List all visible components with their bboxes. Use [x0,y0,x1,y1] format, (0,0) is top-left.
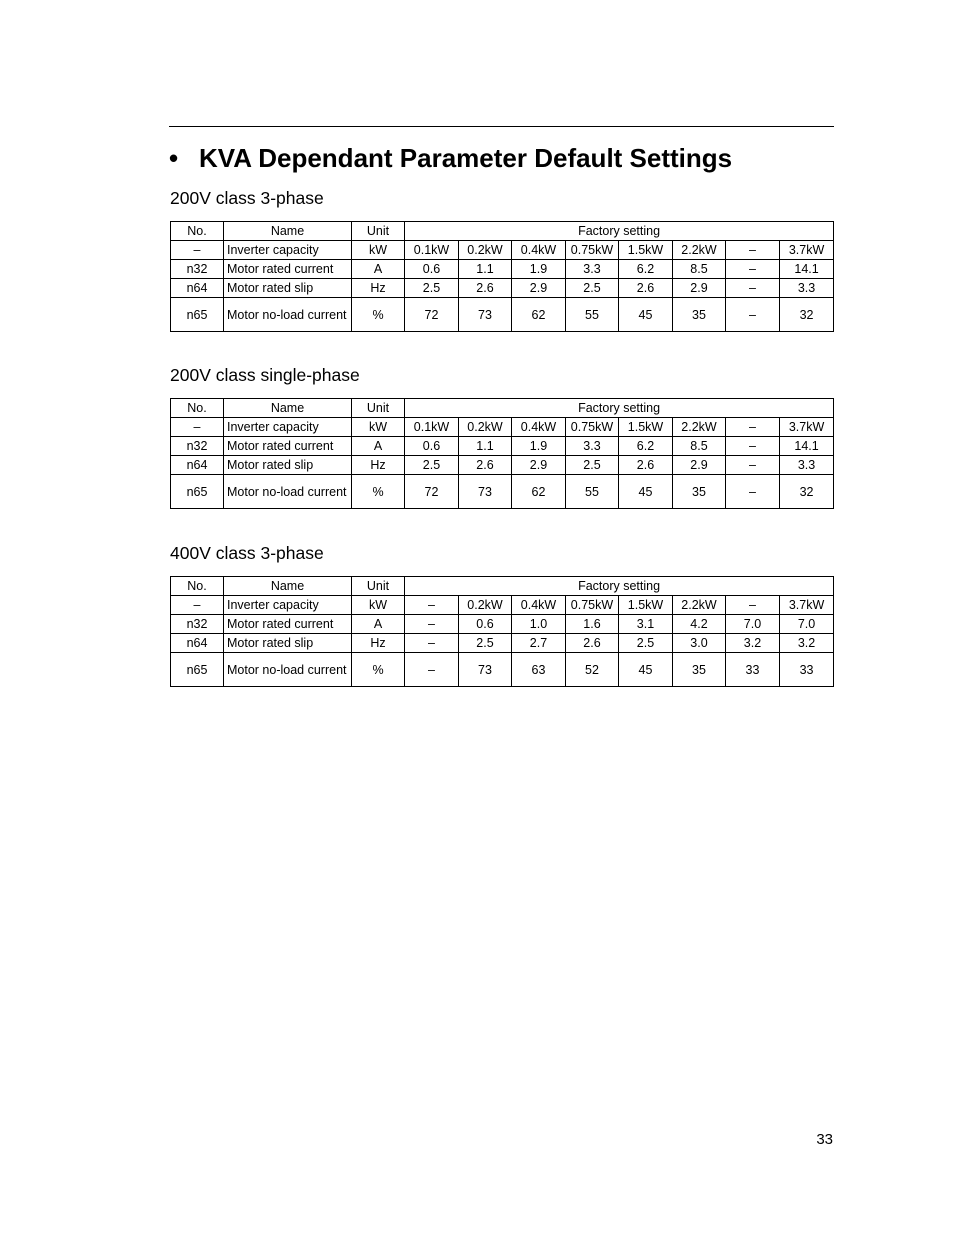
value-cell: 72 [405,298,459,332]
table-header-row [171,399,834,418]
value-cell: 0.1kW [405,241,459,260]
parameter-table-200v-3-phase [170,221,834,332]
value-cell: – [726,298,780,332]
value-cell: 2.5 [619,634,673,653]
header-no: No. [171,577,224,596]
value-cell: 3.2 [780,634,834,653]
value-cell: 1.5kW [619,241,673,260]
value-cell: 14.1 [780,437,834,456]
header-factory-setting: Factory setting [405,222,834,241]
value-cell: 2.6 [459,456,512,475]
value-cell: 35 [673,475,726,509]
value-cell: 33 [780,653,834,687]
value-cell: 3.1 [619,615,673,634]
header-factory-setting: Factory setting [405,399,834,418]
table-row [171,279,834,298]
value-cell: 4.2 [673,615,726,634]
header-unit: Unit [352,222,405,241]
param-unit: % [352,653,405,687]
table-row [171,437,834,456]
value-cell: 1.5kW [619,596,673,615]
value-cell: 52 [566,653,619,687]
value-cell: – [405,634,459,653]
value-cell: 2.2kW [673,418,726,437]
value-cell: 8.5 [673,260,726,279]
param-no: n64 [171,634,224,653]
value-cell: 2.9 [673,279,726,298]
value-cell: 72 [405,475,459,509]
param-no: n32 [171,615,224,634]
value-cell: 3.0 [673,634,726,653]
value-cell: – [726,241,780,260]
param-unit: A [352,615,405,634]
header-unit: Unit [352,577,405,596]
param-no: – [171,241,224,260]
value-cell: 8.5 [673,437,726,456]
param-name: Motor no-load current [224,475,352,509]
param-unit: Hz [352,634,405,653]
section-heading-200v-3-phase: 200V class 3-phase [170,188,324,208]
value-cell: 1.9 [512,437,566,456]
param-no: n65 [171,298,224,332]
table-header-row [171,222,834,241]
value-cell: 3.3 [780,456,834,475]
param-name: Motor rated current [224,437,352,456]
value-cell: 0.4kW [512,241,566,260]
value-cell: 35 [673,298,726,332]
value-cell: 2.9 [673,456,726,475]
value-cell: 14.1 [780,260,834,279]
param-unit: kW [352,596,405,615]
value-cell: – [726,418,780,437]
param-unit: kW [352,241,405,260]
param-no: n64 [171,279,224,298]
header-no: No. [171,222,224,241]
value-cell: 1.6 [566,615,619,634]
param-no: n32 [171,260,224,279]
value-cell: 45 [619,298,673,332]
page-title-text: KVA Dependant Parameter Default Settings [199,143,733,173]
value-cell: 0.75kW [566,418,619,437]
value-cell: – [726,596,780,615]
value-cell: 73 [459,298,512,332]
param-no: n65 [171,475,224,509]
page-number: 33 [816,1131,833,1148]
header-name: Name [224,577,352,596]
value-cell: – [726,437,780,456]
value-cell: 0.2kW [459,241,512,260]
value-cell: 45 [619,475,673,509]
param-name: Inverter capacity [224,241,352,260]
value-cell: 1.1 [459,260,512,279]
table-row [171,241,834,260]
value-cell: 73 [459,653,512,687]
value-cell: 3.3 [566,260,619,279]
header-no: No. [171,399,224,418]
value-cell: 2.6 [619,456,673,475]
table-row [171,260,834,279]
param-unit: Hz [352,279,405,298]
param-name: Motor rated current [224,260,352,279]
value-cell: 2.9 [512,279,566,298]
value-cell: 2.5 [405,279,459,298]
parameter-table-400v-3-phase [170,576,834,687]
value-cell: 0.4kW [512,596,566,615]
value-cell: 3.3 [566,437,619,456]
value-cell: 0.2kW [459,596,512,615]
param-name: Motor rated slip [224,279,352,298]
value-cell: 55 [566,298,619,332]
value-cell: 0.4kW [512,418,566,437]
value-cell: 45 [619,653,673,687]
value-cell: 63 [512,653,566,687]
table-row [171,596,834,615]
value-cell: 2.9 [512,456,566,475]
value-cell: 0.75kW [566,241,619,260]
section-heading-400v-3-phase: 400V class 3-phase [170,543,324,563]
value-cell: 3.3 [780,279,834,298]
value-cell: – [726,456,780,475]
value-cell: 1.1 [459,437,512,456]
value-cell: 1.0 [512,615,566,634]
param-name: Motor no-load current [224,653,352,687]
value-cell: 0.6 [405,437,459,456]
value-cell: – [405,653,459,687]
param-unit: A [352,260,405,279]
page-title [169,141,732,175]
value-cell: 35 [673,653,726,687]
value-cell: – [405,615,459,634]
value-cell: 7.0 [726,615,780,634]
value-cell: 2.6 [566,634,619,653]
value-cell: 73 [459,475,512,509]
value-cell: 3.7kW [780,241,834,260]
value-cell: 32 [780,475,834,509]
param-name: Inverter capacity [224,596,352,615]
section-heading-200v-single-phase: 200V class single-phase [170,365,360,385]
value-cell: 0.6 [405,260,459,279]
value-cell: 6.2 [619,437,673,456]
value-cell: – [726,279,780,298]
value-cell: 2.7 [512,634,566,653]
value-cell: 3.7kW [780,418,834,437]
value-cell: 62 [512,298,566,332]
param-name: Inverter capacity [224,418,352,437]
table-row [171,418,834,437]
parameter-table-200v-single-phase [170,398,834,509]
param-name: Motor rated slip [224,634,352,653]
table-row [171,456,834,475]
value-cell: 32 [780,298,834,332]
value-cell: 2.2kW [673,596,726,615]
value-cell: – [405,596,459,615]
value-cell: 2.5 [566,279,619,298]
param-name: Motor rated slip [224,456,352,475]
table-row [171,615,834,634]
value-cell: 6.2 [619,260,673,279]
value-cell: – [726,260,780,279]
header-name: Name [224,222,352,241]
table-row [171,475,834,509]
param-unit: kW [352,418,405,437]
param-no: – [171,596,224,615]
title-bullet: • [169,143,179,173]
value-cell: 2.5 [405,456,459,475]
value-cell: 0.6 [459,615,512,634]
header-name: Name [224,399,352,418]
value-cell: 62 [512,475,566,509]
value-cell: 2.2kW [673,241,726,260]
value-cell: 7.0 [780,615,834,634]
value-cell: 3.7kW [780,596,834,615]
value-cell: – [726,475,780,509]
param-name: Motor rated current [224,615,352,634]
value-cell: 2.5 [566,456,619,475]
top-rule [169,126,834,127]
param-unit: Hz [352,456,405,475]
value-cell: 2.6 [619,279,673,298]
param-name: Motor no-load current [224,298,352,332]
value-cell: 55 [566,475,619,509]
param-no: n64 [171,456,224,475]
value-cell: 1.9 [512,260,566,279]
param-no: n65 [171,653,224,687]
value-cell: 3.2 [726,634,780,653]
header-unit: Unit [352,399,405,418]
value-cell: 1.5kW [619,418,673,437]
table-header-row [171,577,834,596]
param-unit: % [352,298,405,332]
value-cell: 0.1kW [405,418,459,437]
table-row [171,653,834,687]
param-unit: % [352,475,405,509]
value-cell: 0.2kW [459,418,512,437]
value-cell: 33 [726,653,780,687]
param-unit: A [352,437,405,456]
value-cell: 0.75kW [566,596,619,615]
value-cell: 2.5 [459,634,512,653]
value-cell: 2.6 [459,279,512,298]
param-no: – [171,418,224,437]
table-row [171,298,834,332]
param-no: n32 [171,437,224,456]
header-factory-setting: Factory setting [405,577,834,596]
table-row [171,634,834,653]
